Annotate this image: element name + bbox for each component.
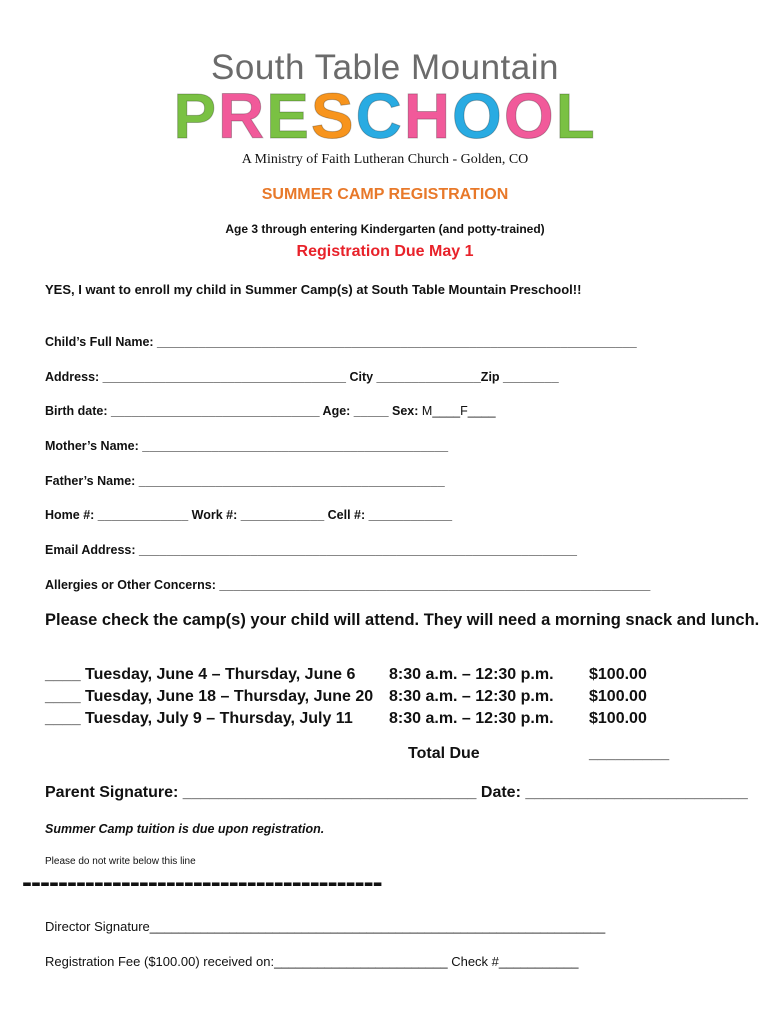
office-use-note: Please do not write below this line bbox=[45, 856, 196, 867]
logo-letter: O bbox=[452, 80, 504, 152]
age-requirement: Age 3 through entering Kindergarten (and potty-trained) bbox=[225, 222, 545, 236]
due-date: Registration Due May 1 bbox=[296, 243, 474, 260]
total-due-label: Total Due bbox=[408, 745, 480, 762]
logo-letter: P bbox=[173, 80, 218, 152]
phone-rest: : _____________ Work #: ____________ Cell #: ____________ bbox=[90, 508, 453, 522]
cut-line-divider: ---------------------------------------- bbox=[22, 866, 382, 899]
parent-signature-field[interactable]: Parent Signature: _________________________________ Date: _________________________ bbox=[45, 784, 748, 801]
father-name-field[interactable]: Father’s Name: ____________________________________________ bbox=[45, 474, 445, 488]
logo-letter: H bbox=[403, 80, 453, 152]
camp-2-name[interactable]: ____ Tuesday, June 18 – Thursday, June 20 bbox=[45, 688, 374, 705]
home-label: Home # bbox=[45, 508, 91, 522]
sex-options[interactable]: M____F____ bbox=[421, 404, 496, 418]
birth-label: Birth date: ______________________________ Age: _____ Sex: bbox=[45, 404, 422, 418]
registration-fee-field[interactable]: Registration Fee ($100.00) received on:________________________ Check #___________ bbox=[45, 954, 579, 969]
child-name-field[interactable]: Child’s Full Name: _____________________________________________________________________ bbox=[45, 335, 637, 349]
birth-date-field[interactable] bbox=[45, 404, 496, 418]
logo-letter: O bbox=[503, 80, 556, 152]
logo-letter: C bbox=[355, 80, 404, 152]
camp-1-price: $100.00 bbox=[589, 666, 647, 683]
ministry-line: A Ministry of Faith Lutheran Church - Golden, CO bbox=[241, 152, 529, 167]
logo-title: South Table Mountain bbox=[211, 48, 559, 87]
camp-instructions: Please check the camp(s) your child will attend. They will need a morning snack and lunch. bbox=[45, 611, 760, 629]
camp-1-name[interactable]: ____ Tuesday, June 4 – Thursday, June 6 bbox=[45, 666, 356, 683]
logo-letter: L bbox=[555, 80, 597, 152]
director-signature-field[interactable]: Director Signature_______________________________________________________________ bbox=[45, 919, 606, 934]
phone-fields[interactable] bbox=[45, 508, 452, 522]
camp-3-time: 8:30 a.m. – 12:30 p.m. bbox=[389, 710, 554, 727]
logo-letter: R bbox=[218, 80, 267, 152]
address-field[interactable]: Address: ___________________________________ City _______________Zip ________ bbox=[45, 370, 559, 384]
enroll-statement: YES, I want to enroll my child in Summer Camp(s) at South Table Mountain Preschool!! bbox=[45, 282, 582, 297]
camp-3-price: $100.00 bbox=[589, 710, 647, 727]
logo-preschool bbox=[0, 80, 770, 152]
camp-3-name[interactable]: ____ Tuesday, July 9 – Thursday, July 11 bbox=[45, 710, 353, 727]
camp-1-time: 8:30 a.m. – 12:30 p.m. bbox=[389, 666, 554, 683]
tuition-note: Summer Camp tuition is due upon registration. bbox=[45, 822, 325, 836]
allergies-field[interactable]: Allergies or Other Concerns: ______________________________________________________________ bbox=[45, 578, 651, 592]
page-title: SUMMER CAMP REGISTRATION bbox=[261, 186, 509, 203]
camp-2-price: $100.00 bbox=[589, 688, 647, 705]
email-field[interactable]: Email Address: _______________________________________________________________ bbox=[45, 543, 577, 557]
logo-letter: S bbox=[310, 80, 356, 152]
total-due-field[interactable]: _________ bbox=[589, 745, 670, 762]
mother-name-field[interactable]: Mother’s Name: ____________________________________________ bbox=[45, 439, 449, 453]
logo-letter: E bbox=[266, 80, 311, 152]
camp-2-time: 8:30 a.m. – 12:30 p.m. bbox=[389, 688, 554, 705]
